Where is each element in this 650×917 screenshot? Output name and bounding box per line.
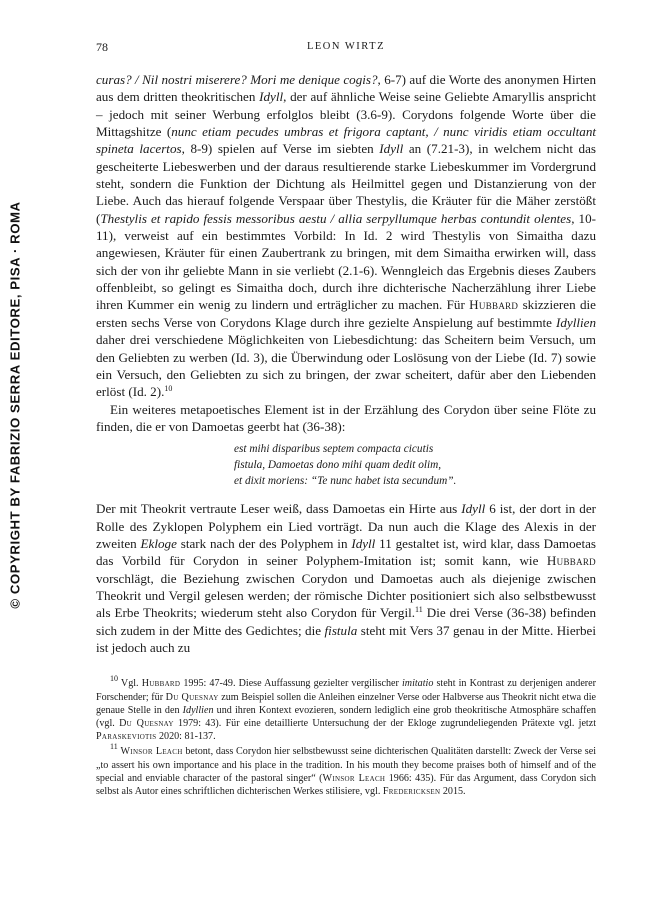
copyright-text: © COPYRIGHT BY FABRIZIO SERRA EDITORE, PISA · ROMA [7, 201, 23, 609]
footnotes [96, 674, 597, 798]
latin-quote: nunc etiam pecudes umbras et frigora captant, / nunc viridis etiam occultant spineta lacertos [96, 124, 597, 157]
page-number: 78 [96, 40, 108, 54]
copyright-notice [7, 150, 23, 660]
footnote-10: $^{10}$ Vgl. Hubbard 1995: 47-49. Diese Auffassung gezielter vergilischer imitatio steht in Kontrast zu derjenigen anderer Forschender; für Du Quesnay zum Beispiel sollen die Anleihen einzelner Verse oder Halbverse aus Theokrit nicht etwa die genaue Stelle in den Idyllien und ihren Kontext evozieren, sondern lediglich eine grob theokritische Atmosphäre schaffen (vgl. Du Quesnay 1979: 43). Für eine detaillierte Untersuchung der der Ekloge zugrundeliegenden Prätexte vgl. jetzt Paraskeviotis 2020: 81-137. [96, 674, 597, 743]
verse-line: et dixit moriens: “Te nunc habet ista secundum”. [234, 475, 457, 488]
paragraph-3: Der mit Theokrit vertraute Leser weiß, dass Damoetas ein Hirte aus Idyll 6 ist, der dort in der Rolle des Zyklopen Polyphem ein Lied vorträgt. Da nun auch die Klage des Alexis in der zweiten Ekloge stark nach der des Polyphem in Idyll 11 gestaltet ist, wird klar, dass Damoetas das Vorbild für Corydon in seiner Polyphem-Imitation ist; somit kann, wie Hubbard vorschlägt, die Beziehung zwischen Corydon und Damoetas auch als diejenige zwischen Theokrit und Vergil gelesen werden; der römische Dichter positioniert sich also selbstbewusst als Erbe Theokrits; wiederum steht also Corydon für Vergil.$^{11}$ Die drei Verse (36-38) befinden sich zudem in der Mitte des Gedichtes; die fistula steht mit Vers 37 genau in der Mitte. Hierbei ist jedoch auch zu [96, 501, 596, 655]
latin-quote: Thestylis et rapido fessis messoribus aestu / allia serpyllumque herbas contundit olentes [100, 210, 572, 226]
paragraph-1: curas? / Nil nostri miserere? Mori me denique cogis?, 6-7) auf die Worte des anonymen Hirten aus dem dritten theokritischen Idyll, der auf ähnliche Weise seine Geliebte Amaryllis anspricht – jedoch mit seiner Werbung erfolglos bleibt (3.6-9). Corydons folgende Worte über die Mittagshitze (nunc etiam pecudes umbras et frigora captant, / nunc viridis etiam occultant spineta lacertos, 8-9) spielen auf Verse im siebten Idyll an (7.21-3), in welchem nicht das gescheiterte Liebeswerben und der daraus resultierende starke Liebeskummer im Vordergrund steht, sondern die Funktion der Dichtung als Heilmittel gegen und Distanzierung von der Liebe. Auch das hierauf folgende Verspaar über Thestylis, die Kräuter für die Mäher zerstößt (Thestylis et rapido fessis messoribus aestu / allia serpyllumque herbas contundit olentes, 10-11), verweist auf ein bestimmtes Vorbild: In Id. 2 wird Thestylis von Simaitha dazu angewiesen, Kräuter für einen Zaubertrank zu bringen, mit dem Simaitha erwirken will, dass sich der von ihr geliebte Mann in sie verliebt (2.1-6). Wenngleich das Ergebnis dieses Zaubers offenbleibt, so gelingt es Simaitha doch, durch ihre dichterische Nacherzählung ihrer Liebe ihren Kummer ein wenig zu lindern und erträglicher zu machen. Für Hubbard skizzieren die ersten sechs Verse von Corydons Klage durch ihre gezielte Anspielung auf bestimmte Idyllien daher drei verschiedene Möglichkeiten von Liebesdichtung: das Scheitern beim Versuch, um den Geliebten zu werben (Id. 3), die Überwindung oder Loslösung von der Liebe (Id. 7) sowie ein Versuch, den Geliebten zu sich zu bringen, der zwar scheitert, dafür aber den Liebenden erlöst (Id. 2).$^{10}$ [96, 72, 597, 400]
footnote-11: $^{11}$ Winsor Leach betont, dass Corydon hier selbstbewusst seine dichterischen Qualitäten darstellt: Zweck der Verse sei „to assert his own importance and his place in the tradition. In his mouth they become praises both of himself and of the special and enviable character of the pastoral singer“ (Winsor Leach 1966: 435). Für das Argument, dass Corydon sich selbst als Autor eines schriftlichen dichterischen Werkes stilisiere, vgl. Fredericksen 2015. [96, 742, 597, 797]
page-header [96, 40, 596, 56]
latin-quote: curas? / Nil nostri miserere? Mori me denique cogis? [96, 72, 378, 87]
page [96, 40, 596, 800]
footnote-ref-10[interactable]: 10 [164, 384, 173, 394]
footnote-ref-11[interactable]: 11 [415, 605, 423, 615]
paragraph-2: Ein weiteres metapoetisches Element ist in der Erzählung des Corydon über seine Flöte zu finden, die er von Damoetas geerbt hat (36-38): [96, 401, 596, 434]
body-text [96, 71, 596, 656]
author-name: Hubbard [469, 297, 519, 313]
verse-line: fistula, Damoetas dono mihi quam dedit olim, [234, 459, 442, 472]
author-name: Hubbard [546, 553, 596, 569]
running-head: LEON WIRTZ [306, 41, 386, 52]
footnote-number: 11 [110, 742, 118, 752]
verse-line: est mihi disparibus septem compacta cicutis [234, 443, 434, 456]
footnote-number: 10 [110, 674, 118, 684]
verse-quote [234, 441, 596, 489]
